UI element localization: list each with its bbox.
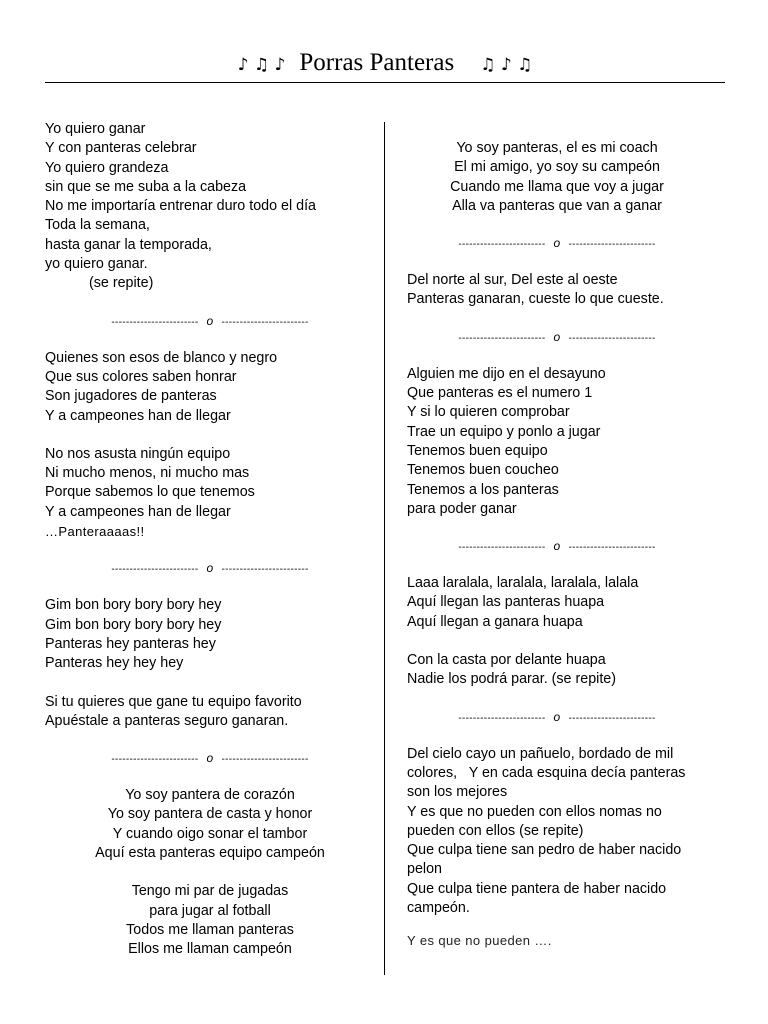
lyric-line: Y es que no pueden …. — [407, 933, 552, 949]
section-separator — [407, 537, 707, 556]
lyric-line: Aquí esta panteras equipo campeón — [95, 845, 325, 862]
column-divider — [384, 122, 385, 975]
music-notes-icon: ♫ ♪ ♫ — [480, 55, 533, 75]
lyric-line: Del cielo cayo un pañuelo, bordado de mil — [407, 745, 674, 762]
section-separator — [407, 328, 707, 347]
separator-mark: o — [553, 329, 561, 344]
lyric-line: Apuéstale a panteras seguro ganaran. — [45, 712, 289, 729]
lyric-line: Yo quiero ganar — [45, 121, 146, 137]
left-column — [45, 120, 375, 960]
lyric-line: para jugar al fotball — [149, 902, 271, 919]
lyric-line: Quienes son esos de blanco y negro — [45, 349, 278, 366]
lyric-line: El mi amigo, yo soy su campeón — [454, 159, 660, 176]
lyric-line: Yo soy panteras, el es mi coach — [456, 140, 658, 156]
lyric-line: Y a campeones han de llegar — [45, 503, 231, 520]
lyric-line: Aquí llegan a ganara huapa — [407, 613, 583, 630]
separator-dashes: ------------------------ — [568, 712, 656, 724]
lyric-line: Nadie los podrá parar. (se repite) — [407, 671, 617, 688]
separator-mark: o — [553, 709, 561, 724]
lyric-line: Y con panteras celebrar — [45, 140, 197, 157]
page-title: Porras Panteras — [299, 49, 455, 76]
lyric-line: Gim bon bory bory bory hey — [45, 597, 222, 614]
lyric-line: Ni mucho menos, ni mucho mas — [45, 465, 250, 482]
separator-mark: o — [553, 539, 561, 554]
separator-dashes: ------------------------ — [111, 564, 199, 576]
lyric-line: Tenemos a los panteras — [407, 481, 559, 498]
lyric-line: Porque sabemos lo que tenemos — [45, 484, 255, 501]
stanza — [407, 745, 707, 951]
separator-dashes: ------------------------ — [568, 239, 656, 251]
lyric-line: Alguien me dijo en el desayuno — [407, 365, 606, 382]
stanza — [407, 139, 707, 216]
lyric-line: sin que se me suba a la cabeza — [45, 178, 247, 195]
separator-dashes: ------------------------ — [221, 316, 309, 328]
lyric-line: Tenemos buen equipo — [407, 442, 548, 459]
lyric-line: Que culpa tiene pantera de haber nacido — [407, 880, 667, 897]
lyric-line: Del norte al sur, Del este al oeste — [407, 272, 618, 289]
lyric-line: Gim bon bory bory bory hey — [45, 616, 222, 633]
section-separator — [407, 708, 707, 727]
stanza — [45, 596, 375, 731]
lyric-line: Yo soy pantera de casta y honor — [107, 806, 313, 823]
lyric-line: Y a campeones han de llegar — [45, 407, 231, 424]
repeat-note: (se repite) — [89, 275, 154, 292]
separator-dashes: ------------------------ — [458, 712, 546, 724]
lyric-line: Panteras hey hey hey — [45, 655, 184, 672]
lyric-line: Que culpa tiene san pedro de haber nacido — [407, 842, 682, 859]
lyric-line: yo quiero ganar. — [45, 256, 148, 273]
lyric-line: Ellos me llaman campeón — [128, 941, 292, 958]
right-column — [407, 120, 707, 951]
separator-dashes: ------------------------ — [568, 332, 656, 344]
lyric-line: pueden con ellos (se repite) — [407, 822, 584, 839]
stanza — [407, 574, 707, 689]
lyric-line: colores, Y en cada esquina decía panteras — [407, 764, 686, 781]
section-separator — [407, 234, 707, 253]
lyric-line: Cuando me llama que voy a jugar — [450, 178, 664, 195]
music-notes-icon: ♪ ♫ ♪ — [237, 55, 286, 75]
lyric-line: Tenemos buen coucheo — [407, 462, 559, 479]
separator-dashes: ------------------------ — [221, 564, 309, 576]
lyric-line: Todos me llaman panteras — [126, 921, 294, 938]
separator-dashes: ------------------------ — [458, 332, 546, 344]
section-separator — [45, 312, 375, 331]
separator-dashes: ------------------------ — [111, 316, 199, 328]
separator-dashes: ------------------------ — [458, 239, 546, 251]
lyric-line: …Panteraaaas!! — [45, 524, 145, 540]
lyric-line: campeón. — [407, 900, 470, 917]
header-divider — [45, 82, 725, 83]
lyric-line: Tengo mi par de jugadas — [131, 883, 289, 900]
separator-dashes: ------------------------ — [111, 754, 199, 766]
separator-mark: o — [553, 236, 561, 251]
lyric-line: para poder ganar — [407, 500, 517, 517]
lyric-line: Que sus colores saben honrar — [45, 368, 237, 385]
lyric-line: Toda la semana, — [45, 217, 150, 234]
lyric-line: No nos asusta ningún equipo — [45, 445, 231, 462]
separator-dashes: ------------------------ — [221, 754, 309, 766]
page-header — [45, 48, 725, 82]
lyric-line: Panteras hey panteras hey — [45, 635, 216, 652]
stanza — [407, 271, 707, 310]
lyric-line: No me importaría entrenar duro todo el día — [45, 198, 316, 215]
separator-mark: o — [206, 313, 214, 328]
stanza — [45, 120, 375, 294]
lyric-line: Trae un equipo y ponlo a jugar — [407, 423, 601, 440]
lyric-line: Y es que no pueden con ellos nomas no — [407, 803, 662, 820]
lyric-line: Aquí llegan las panteras huapa — [407, 594, 605, 611]
lyric-line: Laaa laralala, laralala, laralala, lalala — [407, 575, 639, 592]
lyric-line: Son jugadores de panteras — [45, 388, 217, 405]
lyric-line: Y si lo quieren comprobar — [407, 404, 570, 421]
lyric-line: pelon — [407, 861, 442, 878]
separator-mark: o — [206, 751, 214, 766]
lyric-line: Y cuando oigo sonar el tambor — [112, 825, 308, 842]
lyric-line: Panteras ganaran, cueste lo que cueste. — [407, 291, 664, 308]
separator-dashes: ------------------------ — [568, 542, 656, 554]
lyric-line: Alla va panteras que van a ganar — [452, 197, 662, 214]
lyric-line: Con la casta por delante huapa — [407, 652, 606, 669]
stanza — [45, 786, 375, 959]
stanza — [45, 349, 375, 542]
stanza — [407, 365, 707, 519]
lyric-line: Yo soy pantera de corazón — [125, 787, 295, 804]
section-separator — [45, 559, 375, 578]
lyric-line: Que panteras es el numero 1 — [407, 385, 593, 402]
lyric-line: Si tu quieres que gane tu equipo favorito — [45, 693, 302, 710]
separator-mark: o — [206, 561, 214, 576]
lyric-line: Yo quiero grandeza — [45, 159, 169, 176]
lyric-line: hasta ganar la temporada, — [45, 236, 212, 253]
section-separator — [45, 749, 375, 768]
separator-dashes: ------------------------ — [458, 542, 546, 554]
lyric-line: son los mejores — [407, 784, 508, 801]
